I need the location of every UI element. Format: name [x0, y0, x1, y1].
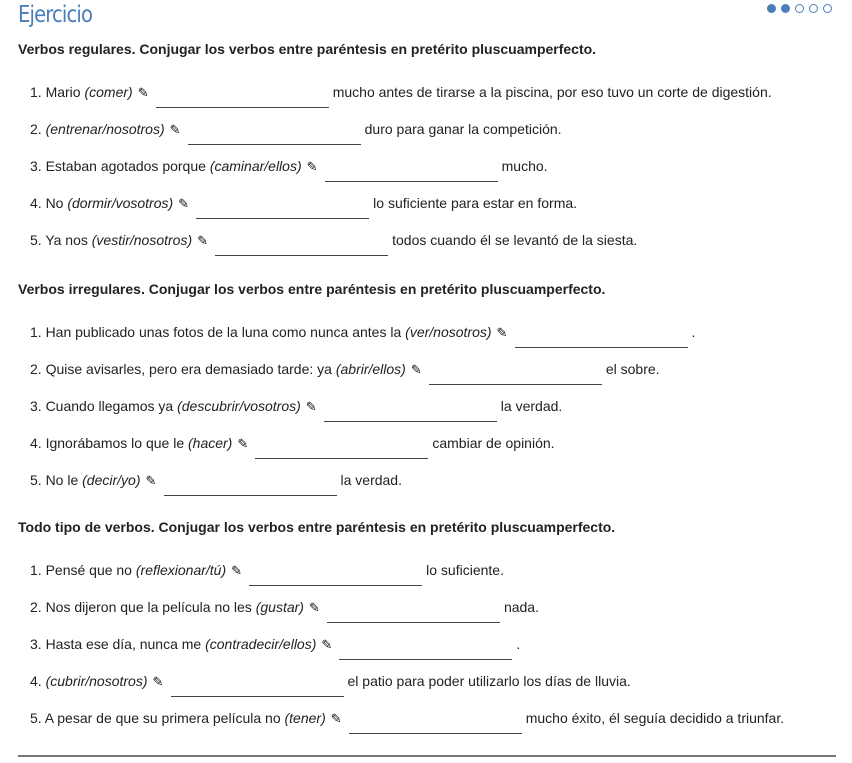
- section-all-verbs: [18, 517, 848, 745]
- verb-hint: (contradecir/ellos): [205, 636, 317, 652]
- pencil-icon: ✎: [308, 600, 320, 615]
- verb-hint: (vestir/nosotros): [91, 232, 193, 248]
- section-heading: Verbos irregulares. Conjugar los verbos entre paréntesis en pretérito pluscuamperfecto.: [18, 281, 606, 297]
- exercise-item: [18, 119, 848, 156]
- pager-dots: [767, 4, 832, 13]
- item-text-end: mucho éxito, él seguía decidido a triunfar.: [525, 710, 785, 726]
- answer-input[interactable]: [188, 124, 361, 145]
- item-text-end: nada.: [503, 599, 539, 615]
- item-text-end: mucho.: [501, 158, 548, 174]
- answer-input[interactable]: [515, 327, 688, 348]
- pager-dot-2[interactable]: [781, 4, 790, 13]
- answer-input[interactable]: [196, 198, 369, 219]
- verb-hint: (caminar/ellos): [209, 158, 302, 174]
- verb-hint: (decir/yo): [82, 472, 141, 488]
- verb-hint: (descubrir/vosotros): [177, 398, 301, 414]
- item-text-end: la verdad.: [340, 472, 402, 488]
- answer-input[interactable]: [171, 676, 344, 697]
- pencil-icon: ✎: [231, 563, 243, 578]
- item-text: 5. A pesar de que su primera película no: [30, 710, 285, 726]
- verb-hint: (abrir/ellos): [335, 361, 406, 377]
- exercise-item: [18, 708, 848, 745]
- verb-hint: (comer): [84, 84, 133, 100]
- item-text-end: el sobre.: [605, 361, 660, 377]
- bottom-divider: [18, 755, 836, 757]
- item-text: 4. No: [30, 195, 68, 211]
- exercise-list: [18, 560, 848, 745]
- exercise-item: [18, 322, 848, 359]
- page-title: Ejercicio: [18, 2, 93, 28]
- exercise-item: [18, 597, 848, 634]
- exercise-item: [18, 193, 848, 230]
- exercise-item: [18, 671, 848, 708]
- pager-dot-5[interactable]: [823, 4, 832, 13]
- answer-input[interactable]: [156, 87, 329, 108]
- item-text-end: mucho antes de tirarse a la piscina, por eso tuvo un corte de digestión.: [332, 84, 772, 100]
- pencil-icon: ✎: [237, 436, 249, 451]
- exercise-item: [18, 359, 848, 396]
- item-text: 4.: [30, 673, 46, 689]
- section-heading: Todo tipo de verbos. Conjugar los verbos entre paréntesis en pretérito pluscuamperfecto.: [18, 519, 616, 535]
- answer-input[interactable]: [429, 364, 602, 385]
- verb-hint: (reflexionar/tú): [135, 562, 227, 578]
- item-text: 2. Nos dijeron que la película no les: [30, 599, 256, 615]
- item-text-end: el patio para poder utilizarlo los días de lluvia.: [347, 673, 631, 689]
- item-text: 3. Cuando llegamos ya: [30, 398, 178, 414]
- verb-hint: (dormir/vosotros): [67, 195, 174, 211]
- answer-input[interactable]: [215, 235, 388, 256]
- item-text: 5. Ya nos: [30, 232, 92, 248]
- item-text-end: .: [516, 636, 521, 652]
- item-text: 1. Pensé que no: [30, 562, 136, 578]
- item-text-end: .: [691, 324, 696, 340]
- item-text-end: duro para ganar la competición.: [364, 121, 562, 137]
- exercise-item: [18, 634, 848, 671]
- answer-input[interactable]: [255, 438, 428, 459]
- answer-input[interactable]: [339, 639, 512, 660]
- item-text: 3. Estaban agotados porque: [30, 158, 210, 174]
- exercise-item: [18, 230, 848, 267]
- pencil-icon: ✎: [152, 674, 164, 689]
- item-text: 5. No le: [30, 472, 83, 488]
- verb-hint: (tener): [284, 710, 326, 726]
- verb-hint: (ver/nosotros): [405, 324, 492, 340]
- pencil-icon: ✎: [306, 159, 318, 174]
- pager-dot-3[interactable]: [795, 4, 804, 13]
- pencil-icon: ✎: [321, 637, 333, 652]
- verb-hint: (hacer): [188, 435, 233, 451]
- pencil-icon: ✎: [169, 122, 181, 137]
- exercise-item: [18, 433, 848, 470]
- item-text-end: cambiar de opinión.: [432, 435, 555, 451]
- pencil-icon: ✎: [496, 325, 508, 340]
- item-text: 1. Mario: [30, 84, 85, 100]
- item-text: 2. Quise avisarles, pero era demasiado tarde: ya: [30, 361, 336, 377]
- verb-hint: (gustar): [255, 599, 304, 615]
- item-text: 4. Ignorábamos lo que le: [30, 435, 188, 451]
- answer-input[interactable]: [327, 602, 500, 623]
- exercise-list: [18, 82, 848, 267]
- answer-input[interactable]: [349, 713, 522, 734]
- pencil-icon: ✎: [137, 85, 149, 100]
- item-text: 2.: [30, 121, 46, 137]
- answer-input[interactable]: [325, 161, 498, 182]
- pager-dot-4[interactable]: [809, 4, 818, 13]
- exercise-item: [18, 396, 848, 433]
- answer-input[interactable]: [324, 401, 497, 422]
- item-text-end: lo suficiente para estar en forma.: [373, 195, 578, 211]
- item-text: 3. Hasta ese día, nunca me: [30, 636, 206, 652]
- answer-input[interactable]: [164, 475, 337, 496]
- pencil-icon: ✎: [197, 233, 209, 248]
- exercise-list: [18, 322, 848, 507]
- exercise-item: [18, 82, 848, 119]
- exercise-item: [18, 470, 848, 507]
- item-text-end: lo suficiente.: [426, 562, 504, 578]
- answer-input[interactable]: [249, 565, 422, 586]
- pencil-icon: ✎: [330, 711, 342, 726]
- exercise-item: [18, 560, 848, 597]
- pencil-icon: ✎: [305, 399, 317, 414]
- verb-hint: (entrenar/nosotros): [45, 121, 165, 137]
- pager-dot-1[interactable]: [767, 4, 776, 13]
- section-irregular-verbs: [18, 279, 848, 507]
- pencil-icon: ✎: [410, 362, 422, 377]
- section-heading: Verbos regulares. Conjugar los verbos entre paréntesis en pretérito pluscuamperfecto.: [18, 41, 597, 57]
- item-text: 1. Han publicado unas fotos de la luna como nunca antes la: [30, 324, 406, 340]
- verb-hint: (cubrir/nosotros): [45, 673, 148, 689]
- pencil-icon: ✎: [145, 473, 157, 488]
- exercise-item: [18, 156, 848, 193]
- item-text-end: todos cuando él se levantó de la siesta.: [392, 232, 638, 248]
- section-regular-verbs: [18, 39, 848, 267]
- item-text-end: la verdad.: [500, 398, 563, 414]
- pencil-icon: ✎: [178, 196, 190, 211]
